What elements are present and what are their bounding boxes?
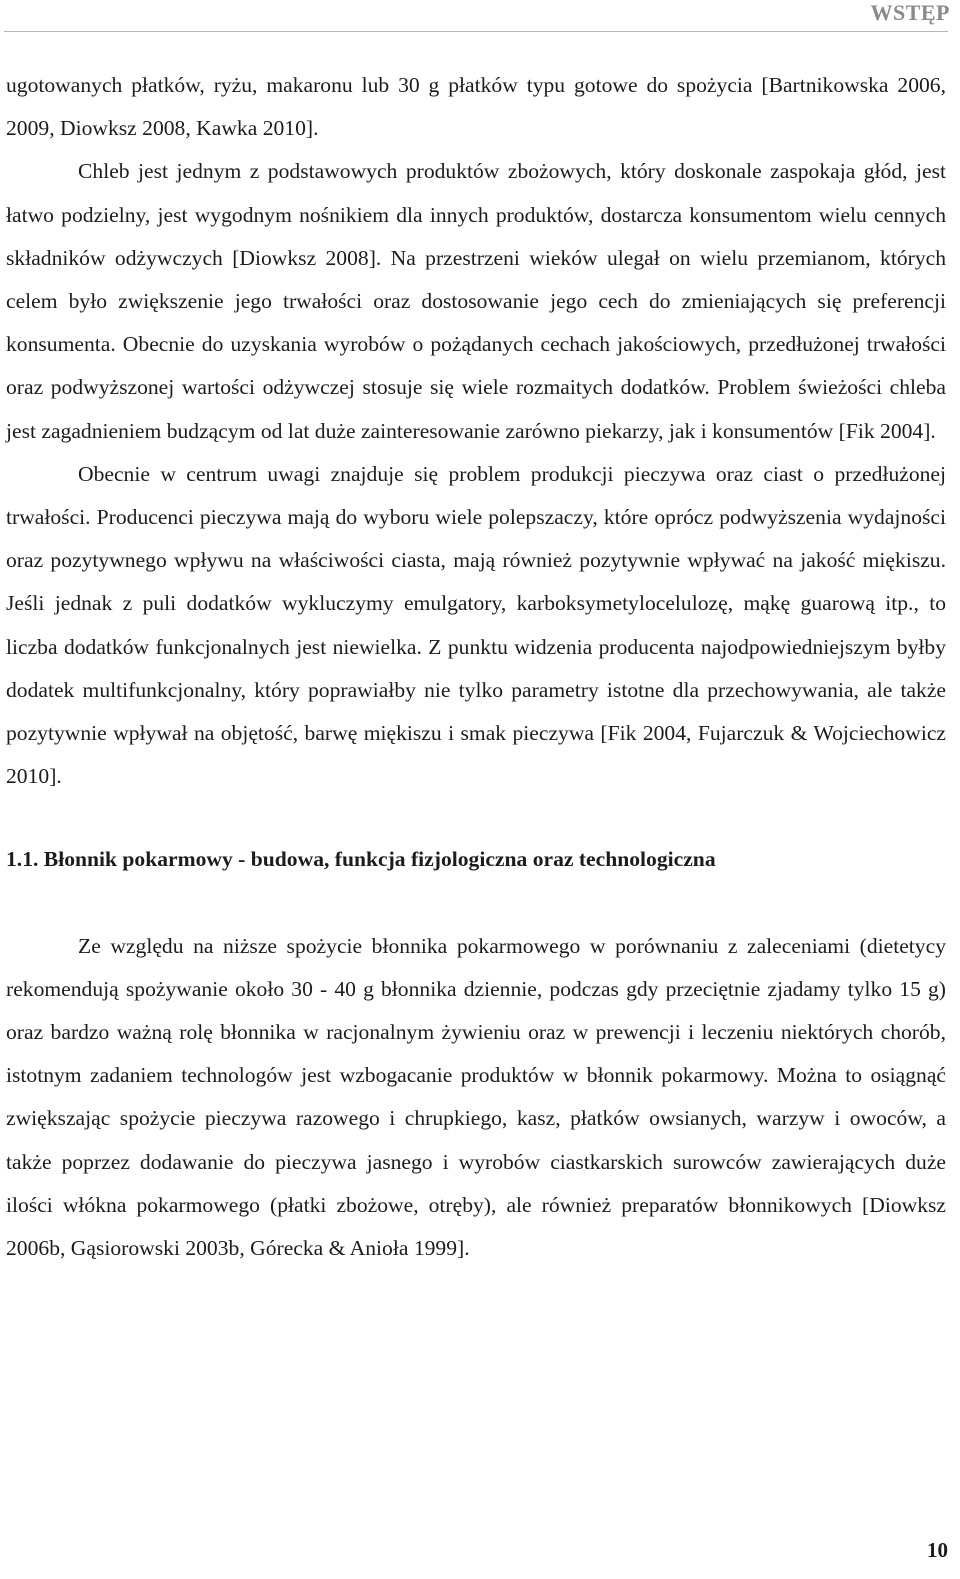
page-number: 10 bbox=[927, 1538, 948, 1562]
paragraph-1: ugotowanych płatków, ryżu, makaronu lub 30 g płatków typu gotowe do spożycia [Bartnikowska 2006, 2009, Diowksz 2008, Kawka 2010]. bbox=[6, 73, 946, 141]
paragraph-2: Chleb jest jednym z podstawowych produktów zbożowych, który doskonale zaspokaja głód, jest łatwo podzielny, jest wygodnym nośnikiem dla innych produktów, dostarcza konsumentom wielu cennych składników odżywczych [Diowksz 2008]. Na przestrzeni wieków ulegał on wielu przemianom, których celem było zwiększenie jego trwałości oraz dostosowanie jego cech do zmieniających się preferencji konsumenta. Obecnie do uzyskania wyrobów o pożądanych cechach jakościowych, przedłużonej trwałości oraz podwyższonej wartości odżywczej stosuje się wiele rozmaitych dodatków. Problem świeżości chleba jest zagadnieniem budzącym od lat duże zainteresowanie zarówno piekarzy, jak i konsumentów [Fik 2004]. bbox=[6, 159, 946, 443]
paragraph-4: Ze względu na niższe spożycie błonnika pokarmowego w porównaniu z zaleceniami (dietetycy rekomendują spożywanie około 30 - 40 g błonnika dziennie, podczas gdy przeciętnie zjadamy tylko 15 g) oraz bardzo ważną rolę błonnika w racjonalnym żywieniu oraz w prewencji i leczeniu niektórych chorób, istotnym zadaniem technologów jest wzbogacanie produktów w błonnik pokarmowy. Można to osiągnąć zwiększając spożycie pieczywa razowego i chrupkiego, kasz, płatków owsianych, warzyw i owoców, a także poprzez dodawanie do pieczywa jasnego i wyrobów ciastkarskich surowców zawierających duże ilości włókna pokarmowego (płatki zbożowe, otręby), ale również preparatów błonnikowych [Diowksz 2006b, Gąsiorowski 2003b, Górecka & Anioła 1999]. bbox=[6, 933, 946, 1261]
section-heading: 1.1. Błonnik pokarmowy - budowa, funkcja fizjologiczna oraz technologiczna bbox=[6, 847, 716, 872]
header-rule bbox=[4, 31, 948, 32]
paragraph-3: Obecnie w centrum uwagi znajduje się problem produkcji pieczywa oraz ciast o przedłużonej trwałości. Producenci pieczywa mają do wyboru wiele polepszaczy, które oprócz podwyższenia wydajności oraz pozytywnego wpływu na właściwości ciasta, mają również pozytywnie wpływać na jakość miękiszu. Jeśli jednak z puli dodatków wykluczymy emulgatory, karboksymetylocelulozę, mąkę guarową itp., to liczba dodatków funkcjonalnych jest niewielka. Z punktu widzenia producenta najodpowiedniejszym byłby dodatek multifunkcjonalny, który poprawiałby nie tylko parametry istotne dla przechowywania, ale także pozytywnie wpływał na objętość, barwę miękiszu i smak pieczywa [Fik 2004, Fujarczuk & Wojciechowicz 2010]. bbox=[6, 461, 946, 789]
page-body bbox=[6, 64, 946, 1270]
running-head: WSTĘP bbox=[870, 0, 950, 25]
